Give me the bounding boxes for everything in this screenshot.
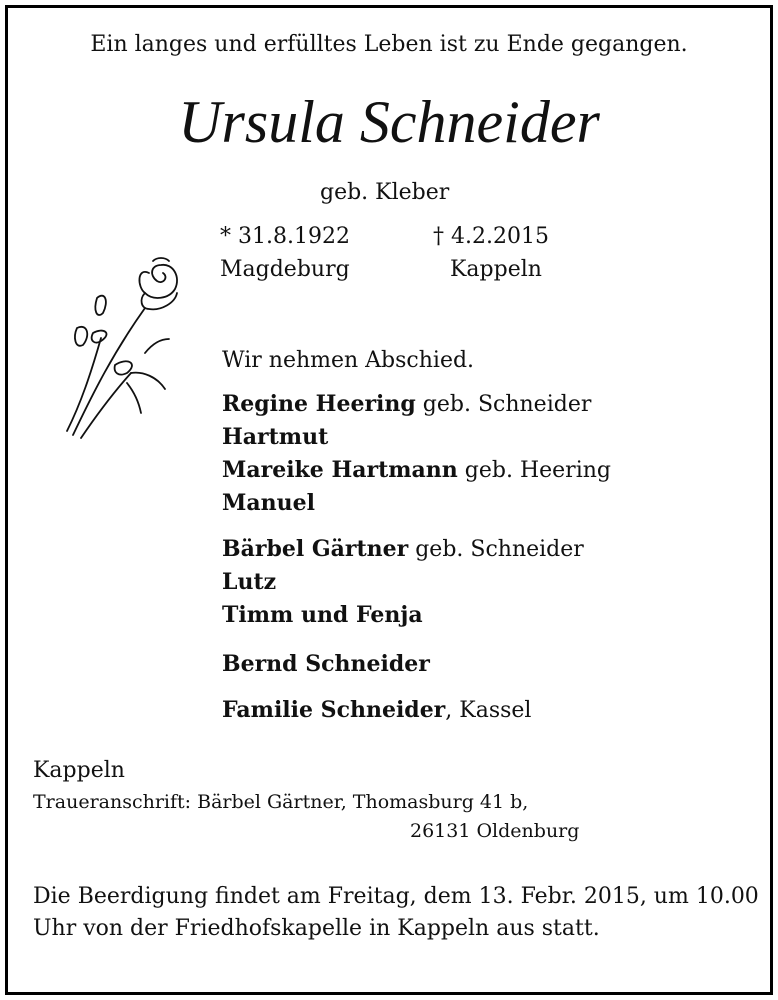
mourner-line xyxy=(222,602,423,628)
mourner-suffix: geb. Schneider xyxy=(415,392,592,417)
mourning-address-line: Traueranschrift: Bärbel Gärtner, Thomasburg 41 b, xyxy=(33,791,529,813)
mourner-name: Bärbel Gärtner xyxy=(222,536,409,562)
mourner-suffix: geb. Schneider xyxy=(408,537,584,562)
mourner-line xyxy=(222,490,315,516)
mourner-suffix: , Kassel xyxy=(445,698,532,723)
mourner-suffix: geb. Heering xyxy=(457,458,611,483)
death-date: † 4.2.2015 xyxy=(433,224,549,249)
mourner-line xyxy=(222,651,430,677)
mourner-line xyxy=(222,391,591,417)
deceased-name: Ursula Schneider xyxy=(178,89,600,155)
death-place: Kappeln xyxy=(450,257,542,282)
maiden-name: geb. Kleber xyxy=(320,180,450,205)
motto: Ein langes und erfülltes Leben ist zu Ende gegangen. xyxy=(90,32,688,57)
funeral-text: Die Beerdigung findet am Freitag, dem 13. Febr. 2015, um 10.00 Uhr von der Friedhofskapelle in Kappeln aus statt. xyxy=(33,884,759,941)
mourner-name: Regine Heering xyxy=(222,391,416,417)
mourning-address-city: 26131 Oldenburg xyxy=(410,820,580,842)
place-name: Kappeln xyxy=(33,758,125,783)
mourner-name: Manuel xyxy=(222,490,315,516)
mourner-line xyxy=(222,424,328,450)
mourner-name: Hartmut xyxy=(222,424,329,450)
birth-date: * 31.8.1922 xyxy=(220,224,350,249)
mourner-line xyxy=(222,457,611,483)
mourner-line xyxy=(222,697,531,723)
mourner-name: Bernd Schneider xyxy=(222,651,430,677)
mourner-name: Timm und Fenja xyxy=(222,602,423,628)
farewell-text: Wir nehmen Abschied. xyxy=(222,348,475,373)
mourner-name: Lutz xyxy=(222,569,277,595)
mourner-line xyxy=(222,569,276,595)
mourner-name: Mareike Hartmann xyxy=(222,457,458,483)
mourner-name: Familie Schneider xyxy=(222,697,446,723)
obituary-notice xyxy=(5,5,773,995)
rose-icon xyxy=(53,253,193,443)
mourner-line xyxy=(222,536,584,562)
birth-place: Magdeburg xyxy=(220,257,350,282)
